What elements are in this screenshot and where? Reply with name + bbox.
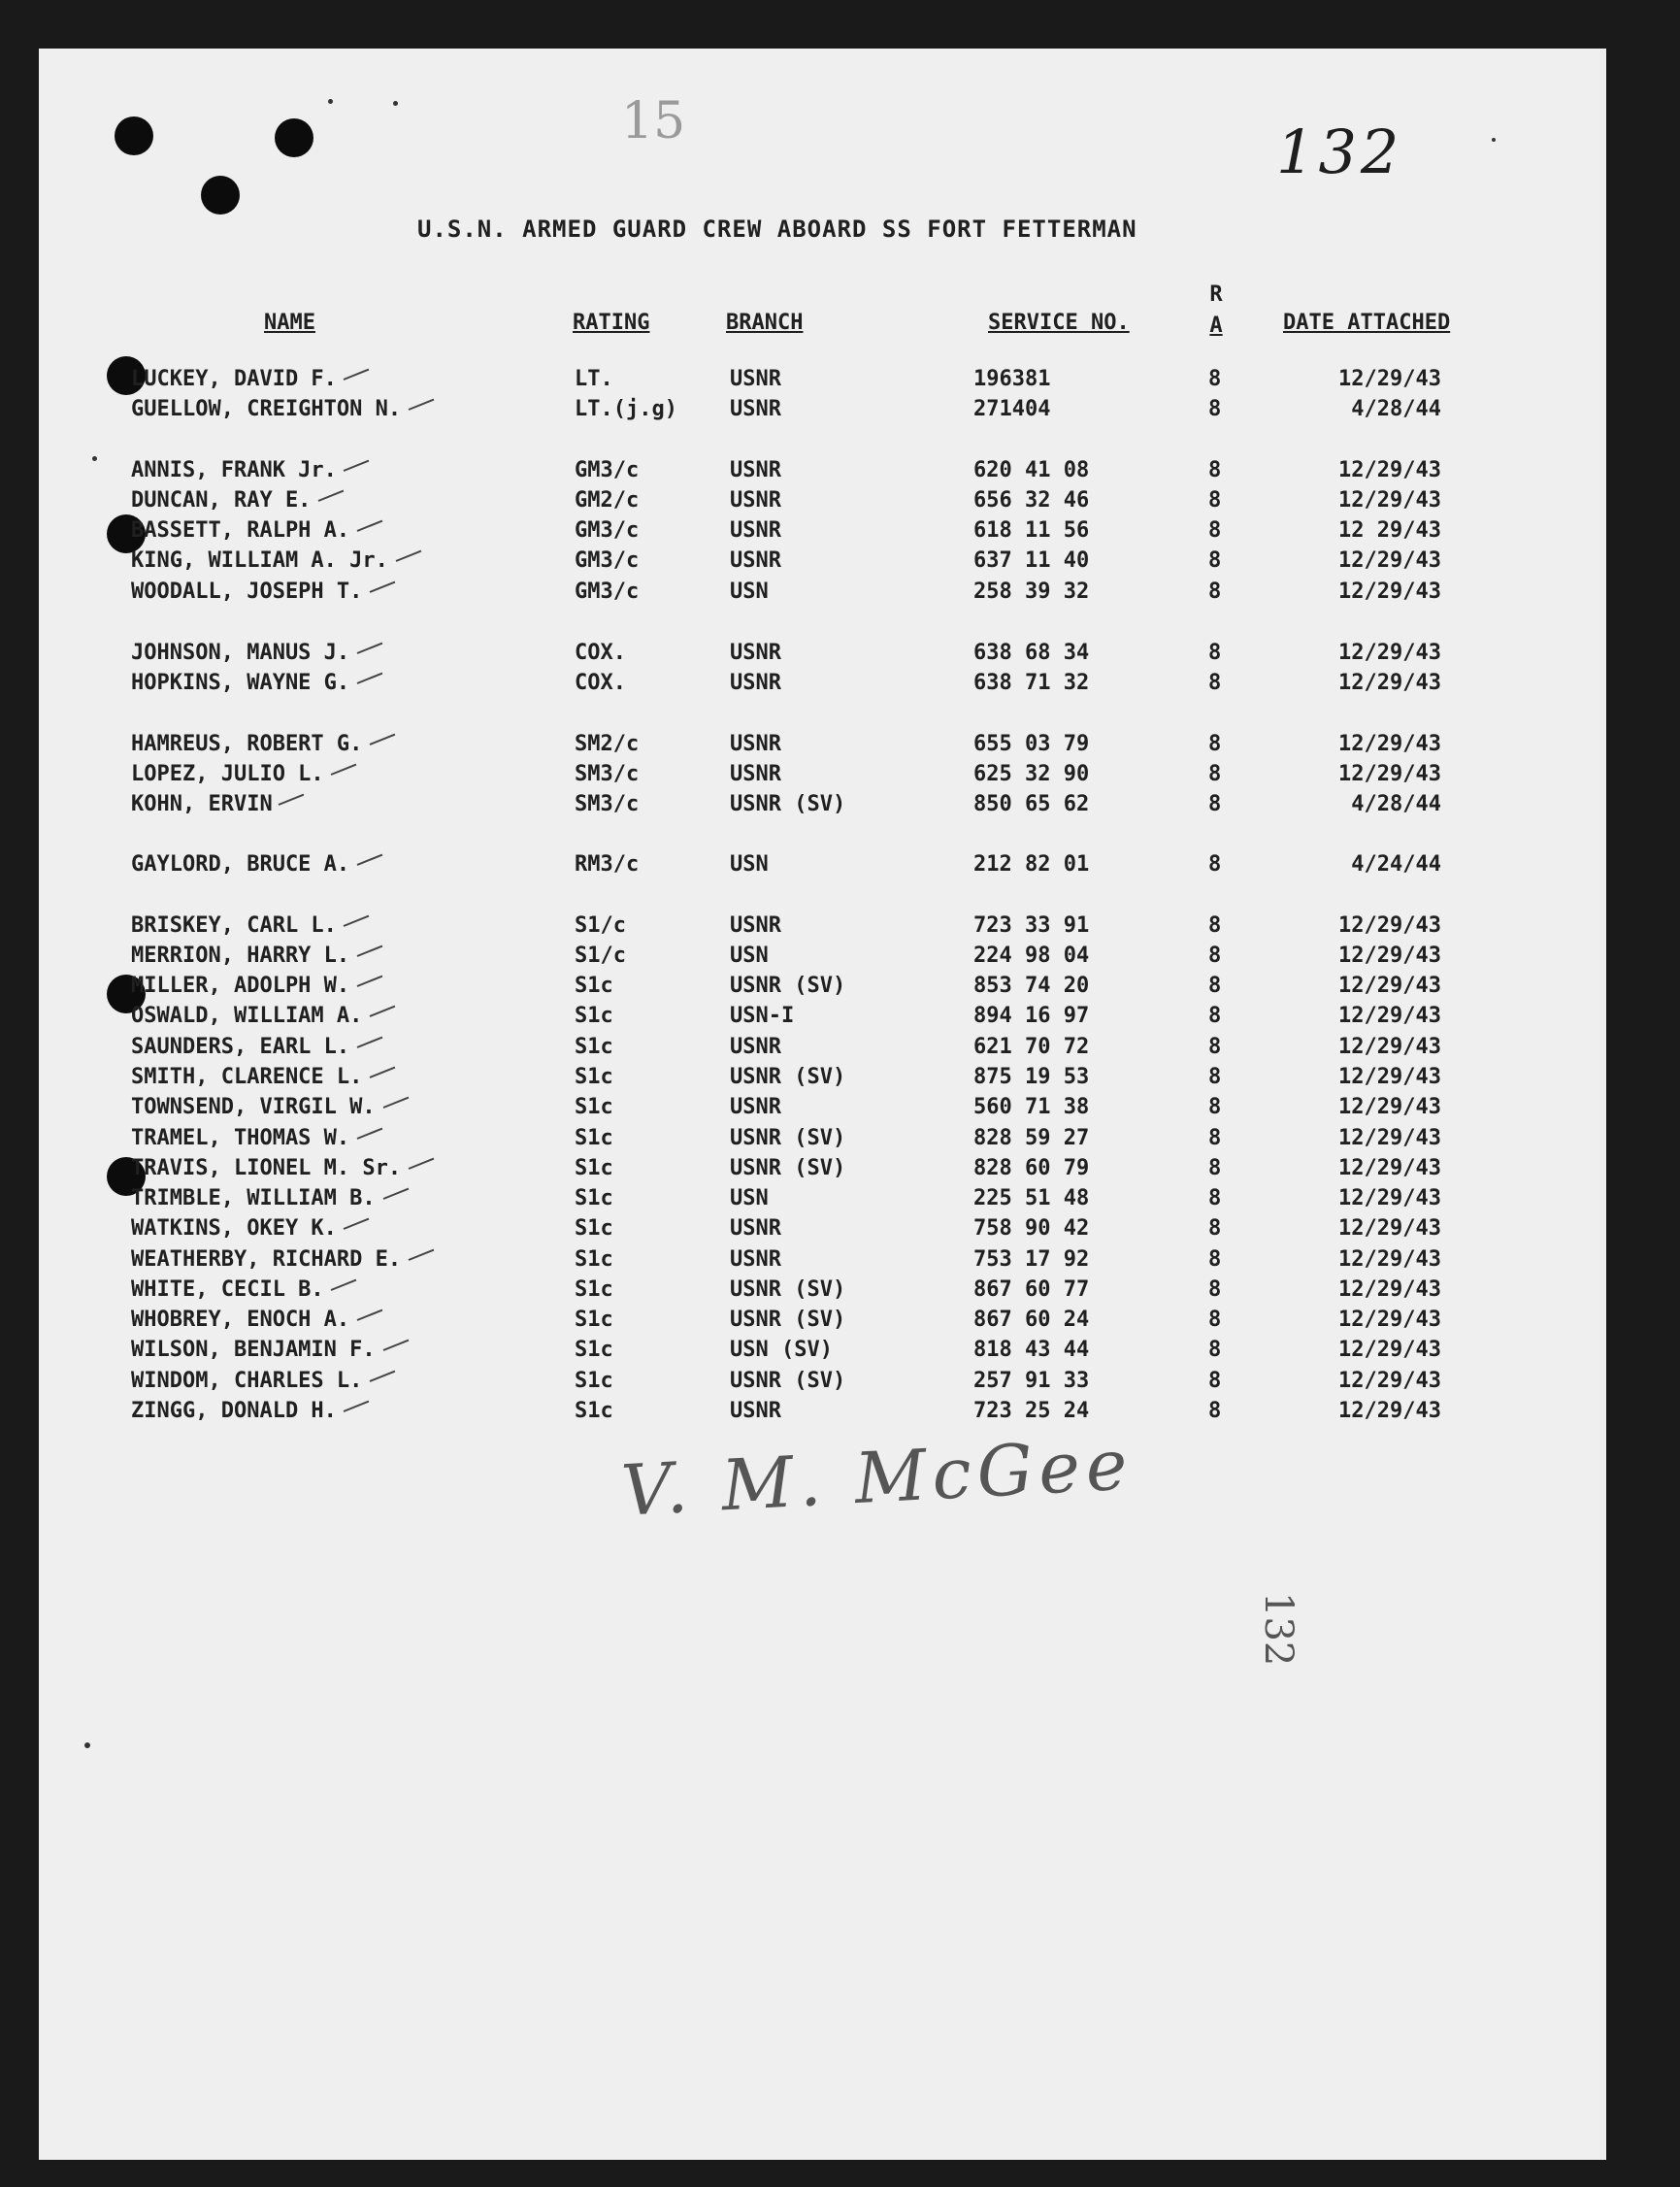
cell-ra: 8	[1208, 1126, 1222, 1150]
cell-name: WATKINS, OKEY K.	[131, 1216, 337, 1241]
cell-name: ZINGG, DONALD H.	[131, 1399, 337, 1423]
cell-service: 867 60 77	[973, 1277, 1090, 1302]
cell-service: 224 98 04	[973, 944, 1090, 968]
cell-rating: S1c	[575, 1095, 613, 1119]
cell-service: 828 60 79	[973, 1156, 1090, 1180]
cell-service: 875 19 53	[973, 1065, 1090, 1089]
check-mark	[356, 976, 382, 987]
check-mark	[317, 490, 344, 502]
cell-rating: S1c	[575, 1186, 613, 1210]
check-mark	[331, 764, 357, 776]
check-mark	[370, 1006, 396, 1017]
cell-date: 4/24/44	[1351, 852, 1441, 877]
check-mark	[409, 1158, 435, 1170]
cell-rating: LT.	[575, 367, 613, 391]
cell-name: WHOBREY, ENOCH A.	[131, 1308, 350, 1332]
table-row	[0, 1247, 1680, 1277]
cell-branch: USNR	[730, 488, 781, 513]
check-mark	[409, 1249, 435, 1261]
table-row	[0, 1277, 1680, 1308]
cell-ra: 8	[1208, 1308, 1222, 1332]
cell-name: MILLER, ADOLPH W.	[131, 974, 350, 998]
cell-date: 12/29/43	[1338, 1065, 1441, 1089]
cell-ra: 8	[1208, 1186, 1222, 1210]
cell-branch: USNR	[730, 548, 781, 573]
table-row	[0, 974, 1680, 1004]
cell-rating: S1c	[575, 1216, 613, 1241]
check-mark	[370, 1067, 396, 1078]
cell-service: 818 43 44	[973, 1338, 1090, 1362]
table-row	[0, 1308, 1680, 1338]
table-row	[0, 397, 1680, 427]
cell-branch: USN	[730, 852, 769, 877]
cell-name: SAUNDERS, EARL L.	[131, 1035, 350, 1059]
table-row	[0, 1004, 1680, 1034]
cell-date: 12 29/43	[1338, 518, 1441, 543]
cell-service: 258 39 32	[973, 580, 1090, 604]
cell-branch: USNR	[730, 641, 781, 665]
cell-branch: USNR	[730, 762, 781, 786]
cell-name: TRAMEL, THOMAS W.	[131, 1126, 350, 1150]
table-row	[0, 913, 1680, 944]
document-title: U.S.N. ARMED GUARD CREW ABOARD SS FORT FETTERMAN	[417, 215, 1137, 243]
cell-date: 12/29/43	[1338, 1308, 1441, 1332]
cell-name: HOPKINS, WAYNE G.	[131, 671, 350, 695]
table-row	[0, 1156, 1680, 1186]
cell-date: 12/29/43	[1338, 1369, 1441, 1393]
cell-rating: SM3/c	[575, 762, 640, 786]
cell-name: WHITE, CECIL B.	[131, 1277, 324, 1302]
cell-name: WINDOM, CHARLES L.	[131, 1369, 363, 1393]
cell-ra: 8	[1208, 1338, 1222, 1362]
table-row	[0, 852, 1680, 882]
cell-ra: 8	[1208, 518, 1222, 543]
cell-ra: 8	[1208, 367, 1222, 391]
cell-name: WEATHERBY, RICHARD E.	[131, 1247, 402, 1272]
header-service-no: SERVICE NO.	[988, 311, 1130, 335]
check-mark	[356, 945, 382, 957]
header-ra	[1206, 280, 1226, 342]
check-mark	[396, 550, 422, 562]
check-mark	[356, 1309, 382, 1321]
cell-branch: USN	[730, 944, 769, 968]
check-mark	[356, 1128, 382, 1140]
pencil-mark-side: 132	[1256, 1592, 1301, 1667]
cell-date: 12/29/43	[1338, 671, 1441, 695]
cell-name: LUCKEY, DAVID F.	[131, 367, 337, 391]
check-mark	[409, 399, 435, 411]
check-mark	[356, 854, 382, 866]
check-mark	[344, 915, 370, 927]
check-mark	[356, 673, 382, 684]
cell-branch: USNR	[730, 1247, 781, 1272]
cell-service: 271404	[973, 397, 1051, 421]
table-row	[0, 1095, 1680, 1125]
cell-branch: USNR	[730, 1216, 781, 1241]
cell-branch: USNR (SV)	[730, 1156, 846, 1180]
cell-rating: GM3/c	[575, 518, 640, 543]
cell-date: 12/29/43	[1338, 641, 1441, 665]
check-mark	[382, 1097, 409, 1109]
cell-branch: USNR	[730, 518, 781, 543]
cell-ra: 8	[1208, 762, 1222, 786]
cell-name: KOHN, ERVIN	[131, 792, 273, 816]
table-row	[0, 1186, 1680, 1216]
cell-name: WOODALL, JOSEPH T.	[131, 580, 363, 604]
cell-rating: RM3/c	[575, 852, 640, 877]
cell-rating: S1/c	[575, 913, 626, 938]
cell-branch: USNR	[730, 367, 781, 391]
table-row	[0, 580, 1680, 610]
cell-ra: 8	[1208, 974, 1222, 998]
cell-date: 12/29/43	[1338, 1216, 1441, 1241]
cell-date: 12/29/43	[1338, 548, 1441, 573]
cell-date: 12/29/43	[1338, 1035, 1441, 1059]
cell-branch: USNR (SV)	[730, 792, 846, 816]
cell-service: 850 65 62	[973, 792, 1090, 816]
cell-date: 4/28/44	[1351, 397, 1441, 421]
cell-ra: 8	[1208, 671, 1222, 695]
cell-branch: USNR	[730, 1095, 781, 1119]
cell-branch: USNR (SV)	[730, 1065, 846, 1089]
header-ra-top: R	[1209, 282, 1223, 307]
cell-rating: S1c	[575, 1399, 613, 1423]
cell-ra: 8	[1208, 732, 1222, 756]
cell-date: 12/29/43	[1338, 1247, 1441, 1272]
check-mark	[356, 1037, 382, 1048]
cell-rating: S1c	[575, 1035, 613, 1059]
cell-branch: USNR	[730, 1399, 781, 1423]
cell-name: SMITH, CLARENCE L.	[131, 1065, 363, 1089]
cell-service: 638 71 32	[973, 671, 1090, 695]
cell-branch: USN (SV)	[730, 1338, 833, 1362]
cell-date: 12/29/43	[1338, 974, 1441, 998]
cell-date: 12/29/43	[1338, 1004, 1441, 1028]
table-row	[0, 1065, 1680, 1095]
check-mark	[356, 643, 382, 654]
ink-speck	[328, 99, 333, 104]
cell-service: 828 59 27	[973, 1126, 1090, 1150]
cell-name: BASSETT, RALPH A.	[131, 518, 350, 543]
cell-date: 12/29/43	[1338, 1277, 1441, 1302]
cell-branch: USNR (SV)	[730, 1369, 846, 1393]
check-mark	[279, 794, 305, 806]
cell-service: 853 74 20	[973, 974, 1090, 998]
cell-name: MERRION, HARRY L.	[131, 944, 350, 968]
check-mark	[382, 1340, 409, 1351]
cell-name: HAMREUS, ROBERT G.	[131, 732, 363, 756]
cell-rating: SM3/c	[575, 792, 640, 816]
check-mark	[344, 1218, 370, 1230]
cell-name: TRIMBLE, WILLIAM B.	[131, 1186, 376, 1210]
cell-rating: COX.	[575, 671, 626, 695]
cell-branch: USNR	[730, 732, 781, 756]
cell-branch: USNR (SV)	[730, 1277, 846, 1302]
cell-service: 625 32 90	[973, 762, 1090, 786]
cell-service: 637 11 40	[973, 548, 1090, 573]
cell-rating: GM3/c	[575, 580, 640, 604]
check-mark	[370, 734, 396, 746]
cell-date: 12/29/43	[1338, 367, 1441, 391]
cell-rating: S1c	[575, 1004, 613, 1028]
cell-ra: 8	[1208, 1277, 1222, 1302]
cell-ra: 8	[1208, 1035, 1222, 1059]
cell-service: 638 68 34	[973, 641, 1090, 665]
cell-ra: 8	[1208, 580, 1222, 604]
cell-name: GUELLOW, CREIGHTON N.	[131, 397, 402, 421]
cell-name: TRAVIS, LIONEL M. Sr.	[131, 1156, 402, 1180]
cell-date: 12/29/43	[1338, 1156, 1441, 1180]
cell-name: DUNCAN, RAY E.	[131, 488, 312, 513]
ink-speck	[1492, 138, 1496, 142]
header-date-attached: DATE ATTACHED	[1283, 311, 1451, 335]
table-row	[0, 671, 1680, 701]
header-branch: BRANCH	[726, 311, 804, 335]
table-row	[0, 1216, 1680, 1246]
cell-rating: S1c	[575, 1126, 613, 1150]
cell-service: 225 51 48	[973, 1186, 1090, 1210]
table-row	[0, 1369, 1680, 1399]
cell-date: 12/29/43	[1338, 762, 1441, 786]
cell-ra: 8	[1208, 1156, 1222, 1180]
punch-hole	[201, 176, 240, 215]
cell-rating: COX.	[575, 641, 626, 665]
pencil-mark-top: 15	[621, 92, 686, 150]
signature: V. M. McGee	[619, 1423, 1136, 1532]
cell-branch: USNR	[730, 671, 781, 695]
ink-speck	[393, 101, 398, 106]
table-row	[0, 944, 1680, 974]
cell-rating: S1c	[575, 1369, 613, 1393]
table-row	[0, 367, 1680, 397]
table-row	[0, 641, 1680, 671]
table-row	[0, 792, 1680, 822]
punch-hole	[275, 118, 313, 157]
cell-name: TOWNSEND, VIRGIL W.	[131, 1095, 376, 1119]
cell-branch: USNR	[730, 1035, 781, 1059]
handwritten-page-number: 132	[1276, 116, 1403, 187]
cell-name: KING, WILLIAM A. Jr.	[131, 548, 388, 573]
table-row	[0, 1399, 1680, 1429]
cell-ra: 8	[1208, 852, 1222, 877]
cell-ra: 8	[1208, 1065, 1222, 1089]
check-mark	[370, 581, 396, 593]
cell-ra: 8	[1208, 488, 1222, 513]
cell-date: 12/29/43	[1338, 1186, 1441, 1210]
cell-branch: USNR	[730, 397, 781, 421]
cell-service: 894 16 97	[973, 1004, 1090, 1028]
table-row	[0, 732, 1680, 762]
cell-rating: LT.(j.g)	[575, 397, 677, 421]
cell-service: 867 60 24	[973, 1308, 1090, 1332]
cell-ra: 8	[1208, 1247, 1222, 1272]
table-row	[0, 548, 1680, 579]
check-mark	[331, 1279, 357, 1291]
punch-hole	[115, 116, 153, 155]
check-mark	[344, 1401, 370, 1412]
cell-rating: S1c	[575, 1277, 613, 1302]
cell-rating: S1c	[575, 1065, 613, 1089]
table-row	[0, 518, 1680, 548]
header-rating: RATING	[573, 311, 650, 335]
cell-rating: GM3/c	[575, 548, 640, 573]
cell-service: 257 91 33	[973, 1369, 1090, 1393]
cell-service: 618 11 56	[973, 518, 1090, 543]
cell-rating: S1c	[575, 1247, 613, 1272]
cell-rating: SM2/c	[575, 732, 640, 756]
cell-branch: USNR (SV)	[730, 1126, 846, 1150]
cell-ra: 8	[1208, 1399, 1222, 1423]
cell-service: 758 90 42	[973, 1216, 1090, 1241]
cell-rating: S1c	[575, 1308, 613, 1332]
cell-branch: USN-I	[730, 1004, 795, 1028]
cell-ra: 8	[1208, 1095, 1222, 1119]
cell-service: 621 70 72	[973, 1035, 1090, 1059]
cell-ra: 8	[1208, 548, 1222, 573]
check-mark	[382, 1188, 409, 1200]
cell-service: 212 82 01	[973, 852, 1090, 877]
check-mark	[344, 369, 370, 381]
cell-branch: USNR (SV)	[730, 1308, 846, 1332]
cell-ra: 8	[1208, 944, 1222, 968]
cell-service: 196381	[973, 367, 1051, 391]
cell-service: 723 33 91	[973, 913, 1090, 938]
cell-rating: GM3/c	[575, 458, 640, 482]
header-name: NAME	[264, 311, 315, 335]
table-row	[0, 458, 1680, 488]
header-ra-bottom: A	[1209, 314, 1223, 338]
table-row	[0, 1338, 1680, 1368]
cell-branch: USNR	[730, 458, 781, 482]
cell-branch: USN	[730, 1186, 769, 1210]
cell-name: LOPEZ, JULIO L.	[131, 762, 324, 786]
table-row	[0, 1035, 1680, 1065]
cell-rating: GM2/c	[575, 488, 640, 513]
cell-name: OSWALD, WILLIAM A.	[131, 1004, 363, 1028]
cell-service: 753 17 92	[973, 1247, 1090, 1272]
cell-name: BRISKEY, CARL L.	[131, 913, 337, 938]
cell-ra: 8	[1208, 1004, 1222, 1028]
cell-name: GAYLORD, BRUCE A.	[131, 852, 350, 877]
cell-date: 12/29/43	[1338, 458, 1441, 482]
cell-date: 12/29/43	[1338, 913, 1441, 938]
cell-service: 655 03 79	[973, 732, 1090, 756]
cell-date: 12/29/43	[1338, 1338, 1441, 1362]
cell-ra: 8	[1208, 792, 1222, 816]
cell-ra: 8	[1208, 397, 1222, 421]
cell-date: 4/28/44	[1351, 792, 1441, 816]
cell-ra: 8	[1208, 641, 1222, 665]
cell-ra: 8	[1208, 913, 1222, 938]
cell-rating: S1c	[575, 1338, 613, 1362]
cell-service: 656 32 46	[973, 488, 1090, 513]
cell-ra: 8	[1208, 1216, 1222, 1241]
cell-ra: 8	[1208, 1369, 1222, 1393]
cell-service: 620 41 08	[973, 458, 1090, 482]
cell-date: 12/29/43	[1338, 1126, 1441, 1150]
ink-speck	[84, 1742, 90, 1748]
cell-rating: S1c	[575, 974, 613, 998]
table-row	[0, 762, 1680, 792]
cell-branch: USNR	[730, 913, 781, 938]
cell-ra: 8	[1208, 458, 1222, 482]
table-row	[0, 1126, 1680, 1156]
table-row	[0, 488, 1680, 518]
cell-rating: S1c	[575, 1156, 613, 1180]
cell-date: 12/29/43	[1338, 732, 1441, 756]
check-mark	[370, 1371, 396, 1382]
cell-rating: S1/c	[575, 944, 626, 968]
check-mark	[356, 520, 382, 532]
check-mark	[344, 460, 370, 472]
cell-service: 723 25 24	[973, 1399, 1090, 1423]
cell-date: 12/29/43	[1338, 488, 1441, 513]
cell-date: 12/29/43	[1338, 1095, 1441, 1119]
cell-name: ANNIS, FRANK Jr.	[131, 458, 337, 482]
cell-date: 12/29/43	[1338, 1399, 1441, 1423]
cell-name: JOHNSON, MANUS J.	[131, 641, 350, 665]
cell-date: 12/29/43	[1338, 580, 1441, 604]
cell-name: WILSON, BENJAMIN F.	[131, 1338, 376, 1362]
cell-service: 560 71 38	[973, 1095, 1090, 1119]
cell-branch: USNR (SV)	[730, 974, 846, 998]
cell-branch: USN	[730, 580, 769, 604]
cell-date: 12/29/43	[1338, 944, 1441, 968]
